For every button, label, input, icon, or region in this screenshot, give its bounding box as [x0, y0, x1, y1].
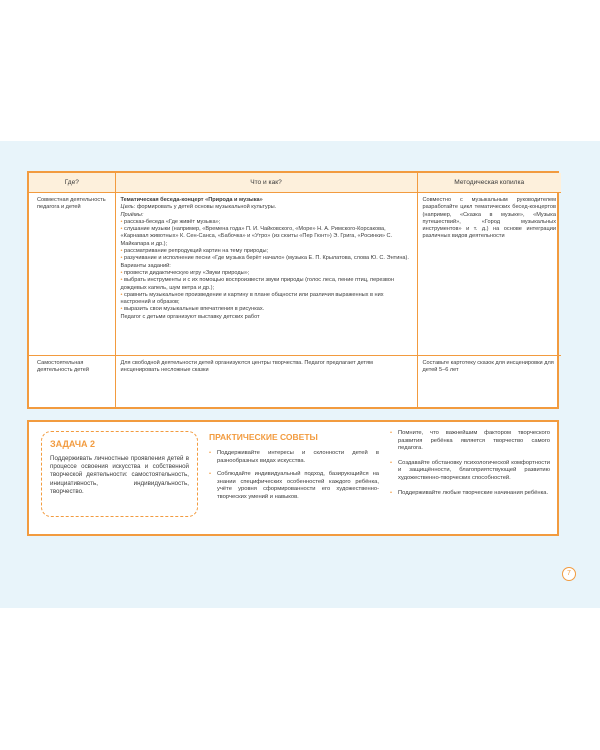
- list-item: • разучивание и исполнение песни «Где музыка берёт начало» (музыка Е. П. Крылатова, слова Ю. С. Энтина).: [121, 255, 412, 262]
- where-cell: Самостоятельная деятельность детей: [29, 356, 115, 408]
- header-what-how: Что и как?: [115, 173, 417, 193]
- list-item: [390, 460, 550, 483]
- list-item: [209, 471, 379, 501]
- bullet-icon: •: [209, 450, 212, 456]
- page-number: 7: [562, 567, 576, 581]
- bullet-icon: •: [390, 430, 393, 436]
- page-background: [0, 141, 600, 608]
- activities-table-frame: [27, 171, 559, 409]
- where-cell: Совместная деятельность педагога и детей: [29, 193, 115, 356]
- task-box: [41, 431, 198, 517]
- header-where: Где?: [29, 173, 115, 193]
- methods-label: Приёмы:: [120, 211, 144, 218]
- task-text: Поддерживать личностные проявления детей в процессе освоения искусства и собственной творческой деятельности: самостоятельность, инициативность, индивидуальность, творчество.: [50, 455, 189, 495]
- list-item: • провести дидактическую игру «Звуки природы»;: [121, 270, 412, 277]
- list-item: • рассматривание репродукций картин на тему природы;: [121, 248, 412, 255]
- advice-section: [209, 432, 379, 508]
- kopilka-cell: Совместно с музыкальным руководителем разработайте цикл тематических бесед-концертов (например, «Сказка в музыке», «Музыка путешествий», «Город музыкальных инструментов» и т. д.) на основе интеграции различных видов деятельности: [417, 193, 561, 356]
- list-item: [209, 450, 379, 465]
- tip-text: Поддерживайте интересы и склонности детей в разнообразных видах искусства.: [217, 450, 379, 464]
- tip-text: Помните, что важнейшим фактором творческого развития ребёнка является творчество самого педагога.: [398, 430, 550, 452]
- bullet-icon: •: [209, 471, 212, 478]
- header-kopilka: Методическая копилка: [417, 173, 561, 193]
- list-item: [390, 430, 550, 453]
- variants-label: Варианты заданий:: [120, 262, 171, 269]
- what-cell: Для свободной деятельности детей организуются центры творчества. Педагог предлагает детям инсценировать несложные сказки: [115, 356, 417, 408]
- goal-text: формировать у детей основы музыкальной культуры.: [136, 204, 277, 211]
- bullet-icon: •: [390, 459, 393, 466]
- task-advice-panel: [27, 420, 559, 536]
- list-item: [390, 490, 550, 498]
- list-item: • сравнить музыкальное произведение и картину в плане общности или различия выраженных в них настроений и образов;: [121, 292, 412, 307]
- bullet-icon: •: [390, 489, 393, 496]
- list-item: • рассказ-беседа «Где живёт музыка»;: [121, 219, 412, 226]
- what-cell: [115, 193, 417, 356]
- tip-text: Поддерживайте любые творческие начинания ребёнка.: [398, 489, 549, 496]
- advice-title: ПРАКТИЧЕСКИЕ СОВЕТЫ: [209, 432, 318, 442]
- activities-table: [29, 173, 561, 407]
- kopilka-cell: Составьте картотеку сказок для инсценировки для детей 5–6 лет: [422, 360, 554, 374]
- list-item: • выразить свои музыкальные впечатления в рисунках.: [121, 306, 412, 313]
- advice-tips-right: [390, 430, 550, 503]
- goal-line: [121, 204, 412, 211]
- list-item: • выбрать инструменты и с их помощью воспроизвести звуки природы (голос леса, пение птиц, перезвон дождевых капель, шум ветра и др.);: [121, 277, 412, 292]
- task-title: ЗАДАЧА 2: [50, 439, 96, 449]
- activity-title: Тематическая беседа-концерт «Природа и музыка»: [120, 197, 263, 203]
- list-item: • слушание музыки (например, «Времена года» П. И. Чайковского, «Море» Н. А. Римского-Корсакова, «Карнавал животных» К. Сен-Санса, «Бабочка» и «Утро» (из сюиты «Пер Гюнт») Э. Грига, «Росинки» С. Майкапара и др.);: [121, 226, 412, 248]
- goal-label: Цель:: [120, 204, 136, 211]
- tip-text: Создавайте обстановку психологической комфортности и защищённости, благоприятствующей развитию художественно-творческих способностей.: [398, 459, 550, 481]
- table-row: [29, 356, 561, 408]
- table-row: [29, 193, 561, 356]
- table-header-row: [29, 173, 561, 193]
- tip-text: Соблюдайте индивидуальный подход, базирующийся на знании специфических особенностей каждого ребёнка, учёте уровня сформированности его художественно-творческих умений и навыков.: [217, 471, 379, 500]
- closing-line: Педагог с детьми организуют выставку детских работ: [120, 313, 260, 320]
